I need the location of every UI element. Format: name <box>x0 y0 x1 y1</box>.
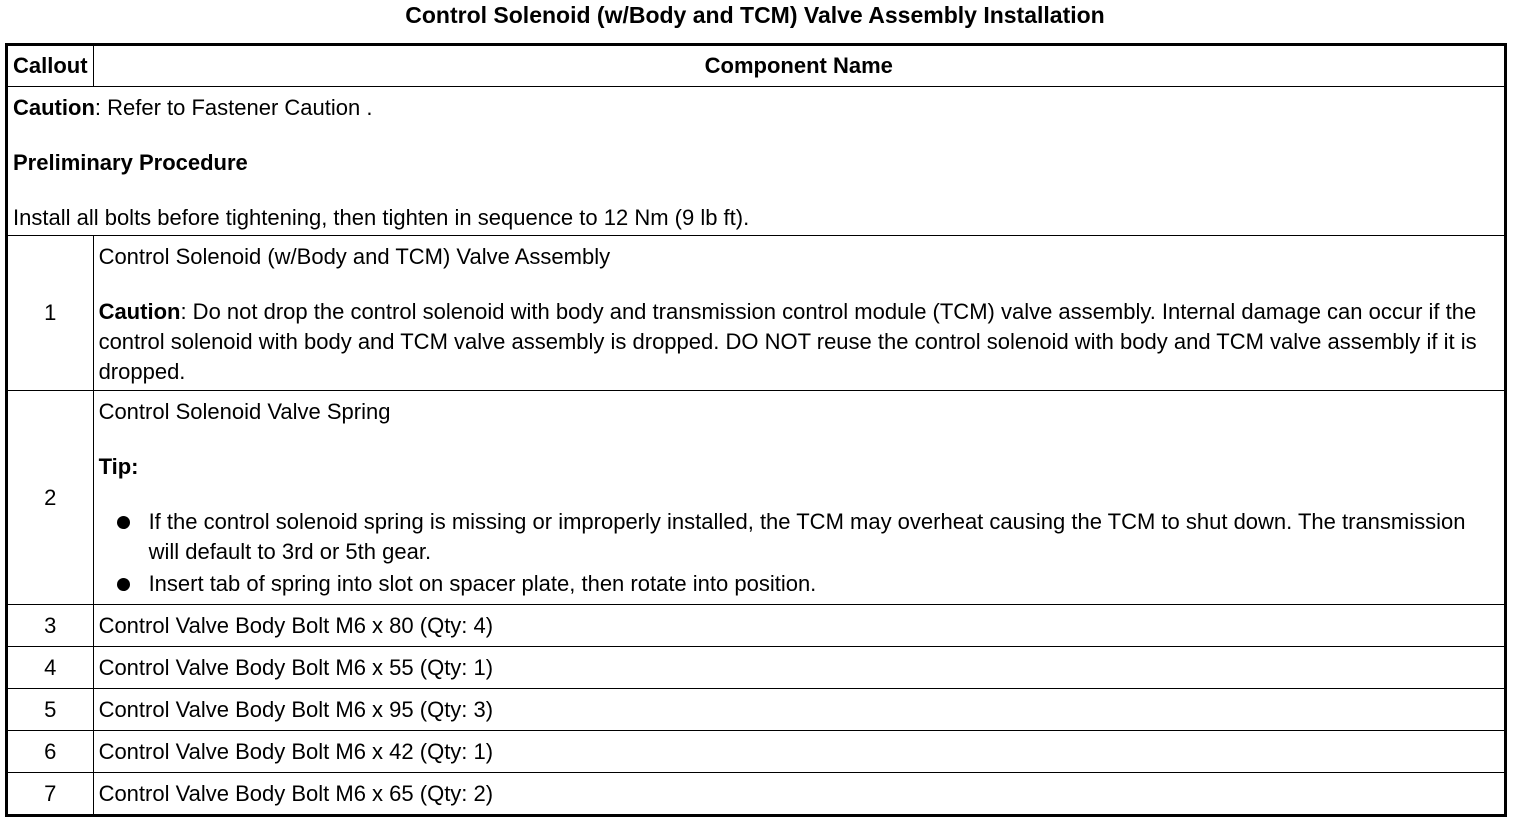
preliminary-cell <box>7 87 1506 236</box>
bullet-dot-icon <box>117 578 130 591</box>
component-name: Control Valve Body Bolt M6 x 42 (Qty: 1) <box>93 731 1505 773</box>
caution-text: : Refer to Fastener Caution . <box>94 95 373 120</box>
table-row <box>7 391 1506 605</box>
component-name: Control Solenoid (w/Body and TCM) Valve Assembly <box>98 244 611 269</box>
table-row <box>7 689 1506 731</box>
callout-number: 2 <box>7 391 94 605</box>
table-row <box>7 647 1506 689</box>
callout-table <box>5 43 1507 817</box>
document-title: Control Solenoid (w/Body and TCM) Valve Assembly Installation <box>405 2 1105 28</box>
bullet-dot-icon <box>117 516 130 529</box>
preliminary-caution <box>13 93 1499 123</box>
caution-text: : Do not drop the control solenoid with body and transmission control module (TCM) valve assembly. Internal damage can occur if the control solenoid with body and TCM valve assembly is dropped. DO NOT reuse the control solenoid with body and TCM valve assembly if it is dropped. <box>98 299 1477 384</box>
component-name: Control Valve Body Bolt M6 x 95 (Qty: 3) <box>93 689 1505 731</box>
table-row <box>7 731 1506 773</box>
list-item <box>99 507 1499 567</box>
table-row <box>7 605 1506 647</box>
callout-column-header: Callout <box>7 45 94 87</box>
tip-text: Insert tab of spring into slot on spacer plate, then rotate into position. <box>148 571 817 596</box>
component-name: Control Solenoid Valve Spring <box>98 399 391 424</box>
list-item <box>99 569 1499 599</box>
callout-number: 5 <box>7 689 94 731</box>
component-caution <box>99 297 1499 387</box>
component-cell <box>93 236 1505 391</box>
callout-number: 6 <box>7 731 94 773</box>
table-header-row <box>7 45 1506 87</box>
component-name-column-header: Component Name <box>93 45 1505 87</box>
preliminary-heading: Preliminary Procedure <box>13 150 248 175</box>
callout-number: 3 <box>7 605 94 647</box>
tip-label: Tip: <box>98 454 139 479</box>
caution-label: Caution <box>98 299 181 324</box>
preliminary-instruction: Install all bolts before tightening, then tighten in sequence to 12 Nm (9 lb ft). <box>13 205 750 230</box>
preliminary-row <box>7 87 1506 236</box>
tip-text: If the control solenoid spring is missing or improperly installed, the TCM may overheat causing the TCM to shut down. The transmission will default to 3rd or 5th gear. <box>148 509 1466 564</box>
component-name: Control Valve Body Bolt M6 x 80 (Qty: 4) <box>93 605 1505 647</box>
callout-number: 4 <box>7 647 94 689</box>
caution-label: Caution <box>13 95 95 120</box>
callout-number: 1 <box>7 236 94 391</box>
tip-list <box>99 507 1499 599</box>
callout-number: 7 <box>7 773 94 816</box>
table-row <box>7 773 1506 816</box>
component-name: Control Valve Body Bolt M6 x 65 (Qty: 2) <box>93 773 1505 816</box>
component-name: Control Valve Body Bolt M6 x 55 (Qty: 1) <box>93 647 1505 689</box>
table-row <box>7 236 1506 391</box>
component-cell <box>93 391 1505 605</box>
